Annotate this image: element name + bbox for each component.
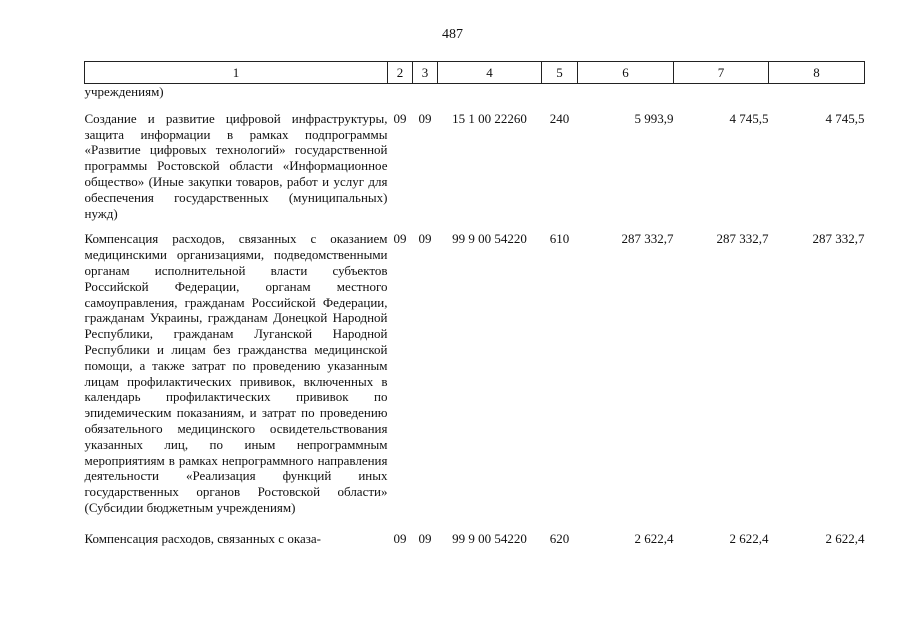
row-section: 09 bbox=[393, 530, 407, 546]
table-header bbox=[85, 62, 865, 84]
row-amount-1: 2 622,4 bbox=[634, 530, 674, 546]
row-description: Компенсация расходов, связанных с оказанием медицинскими организациями, подведомственными органам исполнительной власти субъектов Российской Федерации, органам местного самоуправления, гражданам Российской Федерации, гражданам Украины, гражданам Донецкой Народной Республики, гражданам Луганской Народной Республики и лицам без гражданства медицинской помощи, а также затрат по проведению указанным лицам профилактических прививок, включенных в календарь профилактических прививок по эпидемическим показаниям, и затрат по проведению обязательного медицинского освидетельствования указанных лиц, по иным непрограммным мероприятиям в рамках непрограммного направления деятельности «Реализация функций иных государственных органов Ростовской области» (Субсидии бюджетным учреждениям) bbox=[84, 231, 388, 515]
row-amount-2: 2 622,4 bbox=[729, 530, 769, 546]
header-col-8: 8 bbox=[769, 62, 865, 84]
row-subsection: 09 bbox=[418, 530, 432, 546]
row-description: Компенсация расходов, связанных с оказа- bbox=[84, 530, 321, 546]
row-subsection: 09 bbox=[418, 231, 432, 247]
row-amount-3: 2 622,4 bbox=[825, 530, 865, 546]
header-col-5: 5 bbox=[542, 62, 578, 84]
row-subsection: 09 bbox=[418, 110, 432, 126]
row-section: 09 bbox=[393, 110, 407, 126]
header-col-1: 1 bbox=[85, 62, 388, 84]
row-amount-1: 287 332,7 bbox=[621, 231, 674, 247]
row-amount-1: 5 993,9 bbox=[634, 110, 674, 126]
row-target-article: 99 9 00 54220 bbox=[452, 231, 527, 247]
header-col-3: 3 bbox=[413, 62, 438, 84]
header-col-7: 7 bbox=[674, 62, 769, 84]
row-section: 09 bbox=[393, 231, 407, 247]
page-number: 487 bbox=[442, 27, 463, 42]
table-row bbox=[85, 221, 865, 515]
row-amount-2: 4 745,5 bbox=[729, 110, 769, 126]
row-amount-2: 287 332,7 bbox=[716, 231, 769, 247]
row-target-article: 15 1 00 22260 bbox=[452, 110, 527, 126]
row-target-article: 99 9 00 54220 bbox=[452, 530, 527, 546]
table-row bbox=[85, 516, 865, 547]
continuation-row bbox=[85, 84, 865, 100]
header-col-6: 6 bbox=[578, 62, 674, 84]
header-col-4: 4 bbox=[438, 62, 542, 84]
continuation-text: учреждениям) bbox=[84, 84, 164, 99]
row-amount-3: 4 745,5 bbox=[825, 110, 865, 126]
row-expense-type: 620 bbox=[549, 530, 570, 546]
row-expense-type: 240 bbox=[549, 110, 570, 126]
header-col-2: 2 bbox=[388, 62, 413, 84]
table-row bbox=[85, 100, 865, 222]
row-amount-3: 287 332,7 bbox=[812, 231, 865, 247]
row-expense-type: 610 bbox=[549, 231, 570, 247]
budget-table bbox=[84, 61, 865, 547]
row-description: Создание и развитие цифровой инфраструктуры, защита информации в рамках подпрограммы «Развитие цифровых технологий» государственной программы Ростовской области «Информационное общество» (Иные закупки товаров, работ и услуг для обеспечения государственных (муниципальных) нужд) bbox=[84, 110, 388, 221]
header-row bbox=[85, 62, 865, 84]
